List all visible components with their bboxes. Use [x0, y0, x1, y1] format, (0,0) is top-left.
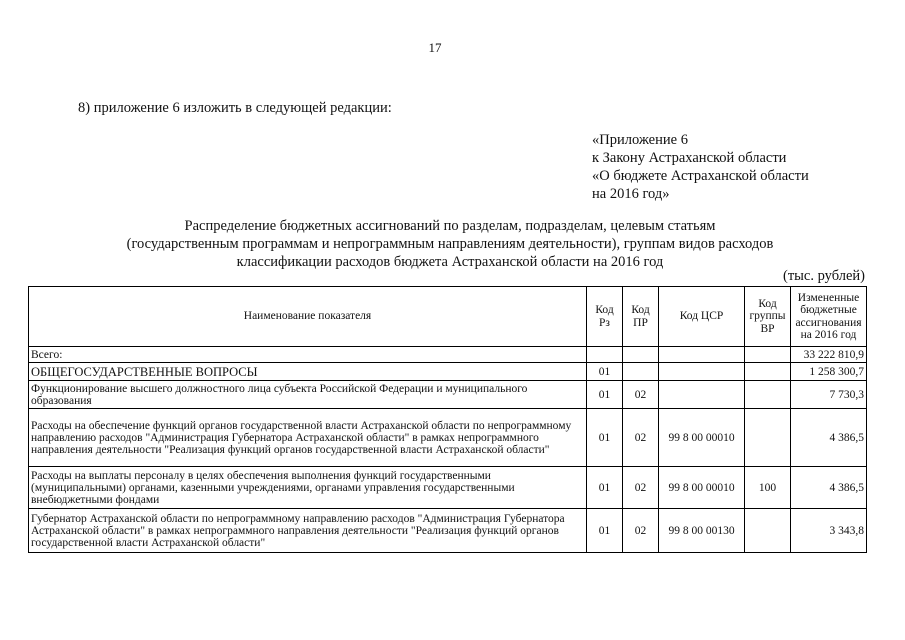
row-amount: 7 730,3 [791, 381, 867, 409]
header-csr: Код ЦСР [659, 287, 745, 347]
row-name: Функционирование высшего должностного лица субъекта Российской Федерации и муниципального образования [29, 381, 587, 409]
row-vr [745, 347, 791, 363]
table-row [29, 363, 867, 381]
row-csr [659, 381, 745, 409]
row-csr [659, 363, 745, 381]
header-pr: Код ПР [623, 287, 659, 347]
row-rz: 01 [587, 509, 623, 553]
row-pr: 02 [623, 409, 659, 467]
header-name: Наименование показателя [29, 287, 587, 347]
row-csr: 99 8 00 00010 [659, 409, 745, 467]
table-row [29, 409, 867, 467]
row-name: Расходы на обеспечение функций органов государственной власти Астраханской области по непрограммному направлению расходов "Администрация Губернатора Астраханской области" в рамках непрограммного направления деятельности "Реализация функций органов государственной власти Астраханской области" [29, 409, 587, 467]
row-pr: 02 [623, 509, 659, 553]
appendix-line: к Закону Астраханской области [592, 150, 787, 166]
row-pr: 02 [623, 467, 659, 509]
page-number: 17 [428, 40, 442, 55]
row-pr [623, 347, 659, 363]
header-vr: Код группы ВР [745, 287, 791, 347]
appendix-line: «О бюджете Астраханской области [592, 168, 809, 184]
intro-paragraph: 8) приложение 6 изложить в следующей редакции: [78, 100, 392, 116]
row-vr: 100 [745, 467, 791, 509]
row-pr [623, 363, 659, 381]
row-rz: 01 [587, 381, 623, 409]
table-row [29, 467, 867, 509]
title-line: классификации расходов бюджета Астраханской области на 2016 год [236, 254, 664, 270]
row-csr [659, 347, 745, 363]
row-rz: 01 [587, 409, 623, 467]
row-amount: 33 222 810,9 [791, 347, 867, 363]
row-rz [587, 347, 623, 363]
row-amount: 4 386,5 [791, 467, 867, 509]
row-vr [745, 363, 791, 381]
row-rz: 01 [587, 467, 623, 509]
title-line: (государственным программам и непрограммным направлениям деятельности), группам видов расходов [126, 236, 774, 252]
row-name: Губернатор Астраханской области по непрограммному направлению расходов "Администрация Губернатора Астраханской области" в рамках непрограммного направления деятельности "Реализация функций органов государственной власти Астраханской области" [29, 509, 587, 553]
row-vr [745, 409, 791, 467]
appendix-reference [592, 131, 809, 203]
title-line: Распределение бюджетных ассигнований по разделам, подразделам, целевым статьям [184, 218, 716, 234]
row-rz: 01 [587, 363, 623, 381]
table-row [29, 381, 867, 409]
header-rz: Код Рз [587, 287, 623, 347]
budget-table [28, 286, 867, 553]
table-row [29, 509, 867, 553]
table-row [29, 347, 867, 363]
row-vr [745, 381, 791, 409]
row-csr: 99 8 00 00130 [659, 509, 745, 553]
units-label: (тыс. рублей) [783, 268, 865, 284]
table-header-row [29, 287, 867, 347]
row-amount: 4 386,5 [791, 409, 867, 467]
row-name: Всего: [29, 347, 587, 363]
row-name: Расходы на выплаты персоналу в целях обеспечения выполнения функций государственными (муниципальными) органами, казенными учреждениями, органами управления государственными внебюджетными фондами [29, 467, 587, 509]
appendix-line: на 2016 год» [592, 186, 670, 202]
appendix-line: «Приложение 6 [592, 132, 688, 148]
document-title [30, 217, 870, 271]
row-name: ОБЩЕГОСУДАРСТВЕННЫЕ ВОПРОСЫ [29, 363, 587, 381]
row-pr: 02 [623, 381, 659, 409]
row-amount: 3 343,8 [791, 509, 867, 553]
row-csr: 99 8 00 00010 [659, 467, 745, 509]
row-amount: 1 258 300,7 [791, 363, 867, 381]
header-amount: Измененные бюджетные ассигнования на 2016 год [791, 287, 867, 347]
row-vr [745, 509, 791, 553]
